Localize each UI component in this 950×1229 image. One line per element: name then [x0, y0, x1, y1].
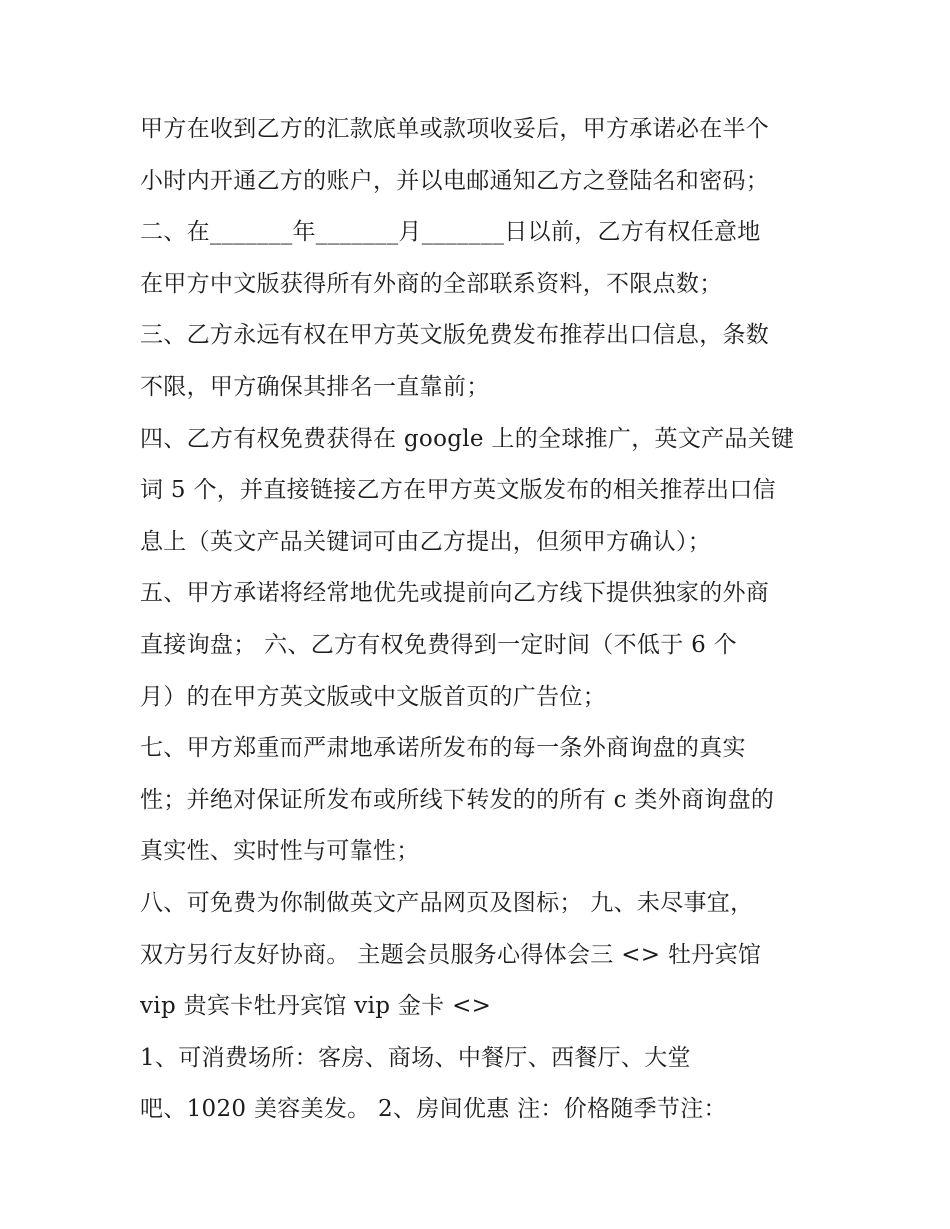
text-line: 在甲方中文版获得所有外商的全部联系资料，不限点数；: [140, 270, 723, 297]
text-line: 四、乙方有权免费获得在 google 上的全球推广，英文产品关键: [140, 425, 795, 452]
text-line: 真实性、实时性与可靠性；: [140, 838, 420, 865]
text-line: 词 5 个，并直接链接乙方在甲方英文版发布的相关推荐出口信: [140, 477, 776, 504]
text-line: 息上（英文产品关键词可由乙方提出，但须甲方确认）；: [140, 528, 711, 555]
text-line: 八、可免费为你制做英文产品网页及图标； 九、未尽事宜，: [140, 889, 754, 916]
text-line: 月）的在甲方英文版或中文版首页的广告位；: [140, 683, 606, 710]
text-line: 直接询盘； 六、乙方有权免费得到一定时间（不低于 6 个: [140, 631, 737, 658]
text-line: 三、乙方永远有权在甲方英文版免费发布推荐出口信息，条数: [140, 322, 770, 349]
text-line: 双方另行友好协商。 主题会员服务心得体会三 <> 牡丹宾馆: [140, 941, 762, 968]
text-line: 甲方在收到乙方的汇款底单或款项收妥后，甲方承诺必在半个: [140, 116, 770, 142]
text-line: 小时内开通乙方的账户，并以电邮通知乙方之登陆名和密码；: [140, 167, 770, 194]
text-line: 1、可消费场所：客房、商场、中餐厅、西餐厅、大堂: [140, 1044, 691, 1071]
text-line: 五、甲方承诺将经常地优先或提前向乙方线下提供独家的外商: [140, 580, 770, 607]
text-line: 二、在_______年_______月_______日以前，乙方有权任意地: [140, 219, 761, 246]
document-body: [140, 104, 840, 1136]
text-line: 性；并绝对保证所发布或所线下转发的的所有 c 类外商询盘的: [140, 786, 775, 813]
text-line: 不限，甲方确保其排名一直靠前；: [140, 373, 490, 400]
text-line: vip 贵宾卡牡丹宾馆 vip 金卡 <>: [140, 993, 492, 1020]
text-line: 吧、1020 美容美发。 2、房间优惠 注：价格随季节注：: [140, 1096, 727, 1123]
text-line: 七、甲方郑重而严肃地承诺所发布的每一条外商询盘的真实: [140, 735, 746, 762]
